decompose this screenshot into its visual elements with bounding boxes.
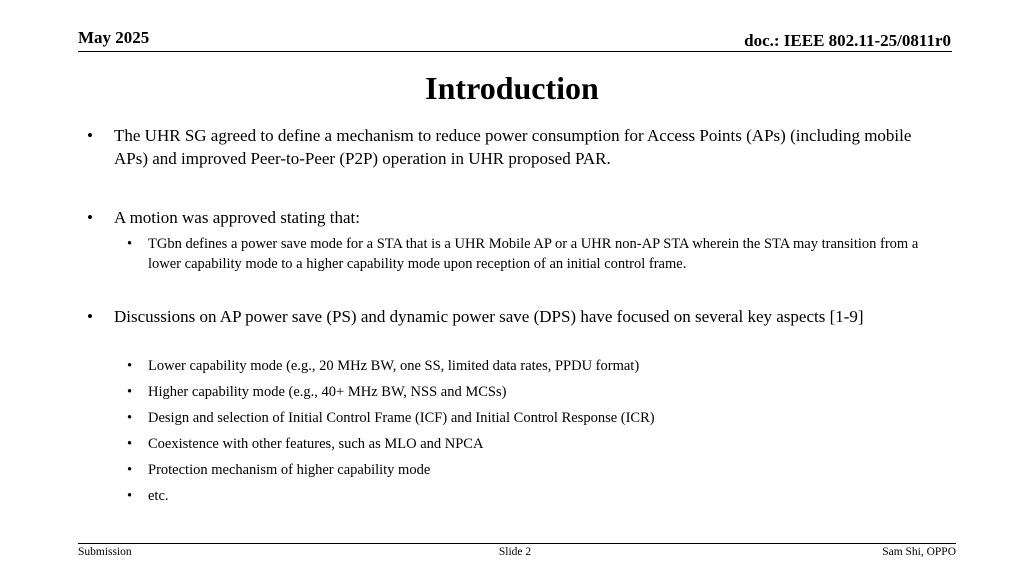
footer-author: Sam Shi, OPPO (882, 546, 956, 558)
bullet-dot: • (87, 307, 93, 326)
sub-bullet-item-3-1 (127, 356, 937, 376)
sub-bullet-text: Protection mechanism of higher capability mode (148, 462, 431, 478)
sub-bullet-text: Higher capability mode (e.g., 40+ MHz BW, NSS and MCSs) (148, 384, 507, 400)
sub-bullet-dot: • (127, 384, 133, 400)
bullet-text: Discussions on AP power save (PS) and dynamic power save (DPS) have focused on several key aspects [1-9] (114, 307, 864, 326)
sub-bullet-dot: • (127, 358, 133, 374)
sub-bullet-dot: • (127, 236, 133, 252)
sub-bullet-item-3-6 (127, 486, 937, 506)
sub-bullet-dot: • (127, 462, 133, 478)
bullet-item-2 (87, 206, 937, 229)
sub-bullet-text: Coexistence with other features, such as MLO and NPCA (148, 436, 484, 452)
bullet-item-3 (87, 305, 937, 328)
slide-title: Introduction (425, 70, 599, 106)
sub-bullet-text: Design and selection of Initial Control Frame (ICF) and Initial Control Response (ICR) (148, 410, 655, 426)
bullet-dot: • (87, 208, 93, 227)
sub-bullet-item-2-1 (127, 234, 937, 274)
bullet-item-1 (87, 124, 937, 170)
bullet-text: The UHR SG agreed to define a mechanism to reduce power consumption for Access Points (APs) (including mobile APs) and improved Peer-to-Peer (P2P) operation in UHR proposed PAR. (114, 126, 912, 168)
footer-submission: Submission (78, 546, 132, 558)
footer-rule (78, 543, 956, 544)
sub-bullet-item-3-4 (127, 434, 937, 454)
sub-bullet-dot: • (127, 488, 133, 504)
footer-slide-number: Slide 2 (498, 546, 532, 558)
sub-bullet-text: etc. (148, 488, 169, 504)
sub-bullet-item-3-5 (127, 460, 937, 480)
sub-bullet-text: TGbn defines a power save mode for a STA that is a UHR Mobile AP or a UHR non-AP STA wherein the STA may transition from a lower capability mode to a higher capability mode upon reception of an initial control frame. (148, 236, 919, 272)
sub-bullet-dot: • (127, 410, 133, 426)
sub-bullet-dot: • (127, 436, 133, 452)
sub-bullet-item-3-3 (127, 408, 937, 428)
header-doc-id: doc.: IEEE 802.11-25/0811r0 (744, 31, 951, 50)
bullet-dot: • (87, 126, 93, 145)
sub-bullet-text: Lower capability mode (e.g., 20 MHz BW, one SS, limited data rates, PPDU format) (148, 358, 640, 374)
sub-bullet-item-3-2 (127, 382, 937, 402)
header-rule (78, 51, 952, 52)
header-date: May 2025 (78, 28, 150, 47)
bullet-text: A motion was approved stating that: (114, 208, 360, 227)
